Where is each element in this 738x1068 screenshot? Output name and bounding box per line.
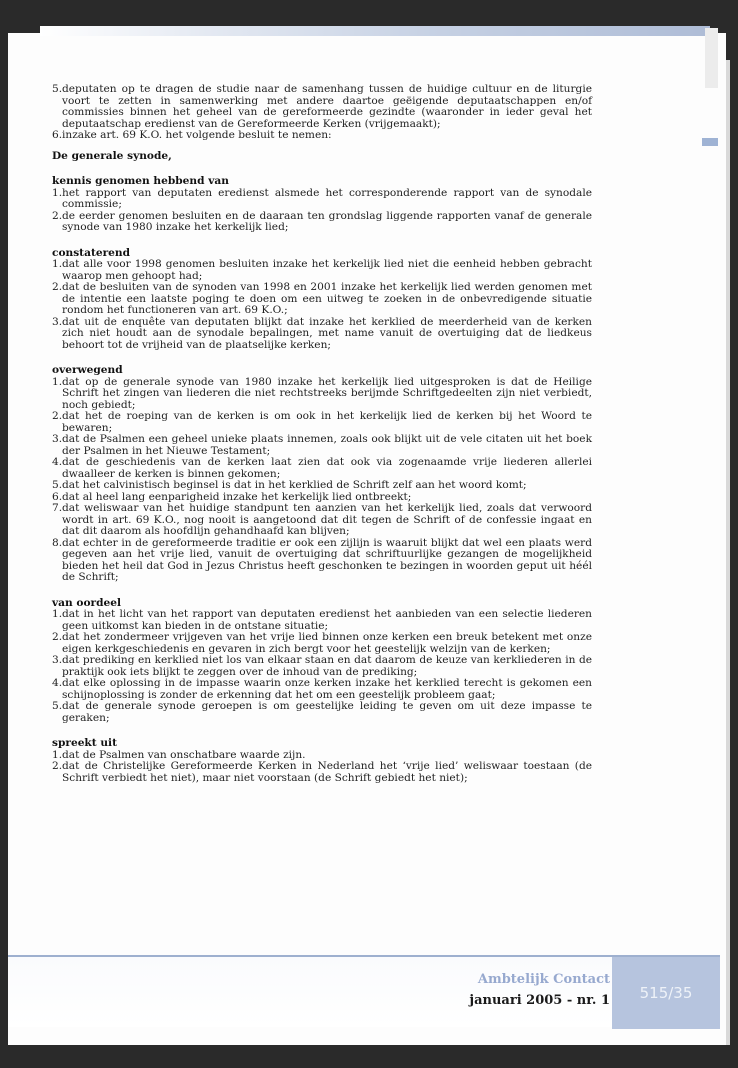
item-number: 4. [52,456,63,468]
item-text: dat de besluiten van de synoden van 1998 en 2001 inzake het kerkelijk lied werden genomen met de intentie een laatste poging te doen om een uitweg te zoeken in de onbevredigende situatie rondom het functioneren van art. 69 K.O.; [62,281,592,316]
kennis-title: kennis genomen hebbend van [52,175,229,187]
page-edge [726,60,730,1045]
item-number: 3. [52,654,63,666]
list-item [52,761,592,784]
list-item [52,411,592,434]
item-number: 2. [52,760,63,772]
list-item [52,259,592,282]
list-item [52,317,592,352]
item-text: dat het de roeping van de kerken is om ook in het kerkelijk lied de kerken bij het Woord te bewaren; [62,410,592,434]
item-number: 4. [52,677,63,689]
item-text: de eerder genomen besluiten en de daaraan ten grondslag liggende rapporten vanaf de generale synode van 1980 inzake het kerkelijk lied; [62,209,592,233]
item-number: 8. [52,536,63,549]
list-item [52,377,592,412]
item-number: 2. [52,281,63,293]
item-number: 5. [52,83,63,95]
side-marker [702,138,718,146]
overwegend-title: overwegend [52,364,123,376]
synod-title: De generale synode, [52,149,172,162]
issue-label: januari 2005 - nr. 1 [469,993,610,1008]
item-text: dat in het licht van het rapport van deputaten eredienst het aanbieden van een selectie liederen geen uitkomst kan bieden in de ontstane situatie; [62,608,592,632]
constaterend-list [52,259,592,351]
item-text: dat uit de enquête van deputaten blijkt dat inzake het kerklied de meerderheid van de kerken zich niet houdt aan de synodale bepalingen, met name vanuit de overtuiging dat de liedkeus behoort tot de vrijheid van de plaatselijke kerken; [62,315,592,351]
item-text: dat alle voor 1998 genomen besluiten inzake het kerkelijk lied niet die eenheid hebben gebracht waarop men gehoopt had; [62,258,592,282]
item-number: 7. [52,502,63,514]
item-number: 5. [52,479,63,491]
list-item [52,609,592,632]
item-text: dat de generale synode geroepen is om geestelijke leiding te geven om uit deze impasse te geraken; [62,700,592,724]
list-item [52,130,592,142]
item-text: dat elke oplossing in de impasse waarin onze kerken inzake het kerklied terecht is gekomen een schijnoplossing is zonder de erkenning dat het om een geestelijk probleem gaat; [62,677,592,701]
publication-info [469,972,610,1008]
constaterend-title: constaterend [52,246,131,259]
item-text: dat de Christelijke Gereformeerde Kerken in Nederland het ‘vrije lied’ weliswaar toestaan (de Schrift verbiedt het niet), maar niet voorstaan (de Schrift gebiedt het niet); [62,760,592,784]
item-text: dat de Psalmen een geheel unieke plaats innemen, zoals ook blijkt uit de vele citaten uit het boek der Psalmen in het Nieuwe Testament; [62,433,592,457]
list-item [52,282,592,317]
van-oordeel-list [52,609,592,724]
intro-list [52,84,592,142]
van-oordeel-title: van oordeel [52,596,122,609]
item-number: 2. [52,209,63,222]
item-number: 1. [52,258,63,270]
item-text: dat echter in de gereformeerde traditie er ook een zijlijn is waaruit blijkt dat wel een plaats werd gegeven aan het vrije lied, vanuit de overtuiging dat schriftuurlijke gezangen de mogelijkheid bieden het heil dat God in Jezus Christus heeft geschonken te bezingen in woorden geput uit héél de Schrift; [62,536,592,583]
item-text: dat de geschiedenis van de kerken laat zien dat ook via zogenaamde vrije liederen allerlei dwaalleer de kerken is binnen gekomen; [62,456,592,480]
spreekt-uit-title: spreekt uit [52,737,117,749]
list-item [52,211,592,234]
list-item [52,701,592,724]
item-number: 2. [52,410,63,422]
item-text: dat al heel lang eenparigheid inzake het kerkelijk lied ontbreekt; [62,490,412,503]
document-body [52,84,592,784]
item-number: 6. [52,129,63,141]
list-item [52,503,592,538]
list-item [52,538,592,584]
item-text: dat het zondermeer vrijgeven van het vrije lied binnen onze kerken een breuk betekent met onze eigen kerkgeschiedenis en gevaren in zich bergt voor het geestelijk welzijn van de kerken; [62,631,592,655]
item-text: het rapport van deputaten eredienst alsmede het corresponderende rapport van de synodale commissie; [62,186,592,210]
item-number: 1. [52,748,63,761]
page-number: 515/35 [639,984,693,1002]
item-number: 2. [52,631,63,643]
kennis-list [52,188,592,234]
list-item [52,632,592,655]
item-text: dat weliswaar van het huidige standpunt ten aanzien van het kerkelijk lied, zoals dat verwoord wordt in art. 69 K.O., nog nooit is aangetoond dat dit tegen de Schrift of de confessie ingaat en dat dit daarom als hoofdlijn gehandhaafd kan blijven; [62,502,592,537]
overwegend-list [52,377,592,584]
item-text: dat op de generale synode van 1980 inzake het kerkelijk lied uitgesproken is dat de Heilige Schrift het zingen van liederen die niet rechtstreeks berijmde Schriftgedeelten zijn niet verbiedt, noch gebiedt; [62,375,592,411]
item-number: 1. [52,375,63,388]
page-number-box [612,957,720,1029]
list-item [52,434,592,457]
item-number: 1. [52,608,63,620]
list-item [52,188,592,211]
spreekt-uit-list [52,750,592,785]
list-item [52,678,592,701]
page-tab-shadow [705,28,718,88]
item-text: dat het calvinistisch beginsel is dat in het kerklied de Schrift zelf aan het woord komt; [62,479,527,491]
item-number: 3. [52,433,63,445]
item-text: inzake art. 69 K.O. het volgende besluit te nemen: [62,129,332,141]
item-number: 5. [52,700,63,712]
item-number: 6. [52,490,63,503]
list-item [52,457,592,480]
list-item [52,655,592,678]
item-number: 3. [52,315,63,328]
item-text: dat prediking en kerklied niet los van elkaar staan en dat daarom de keuze van kerkliederen in de praktijk ook iets blijkt te zeggen over de inhoud van de prediking; [62,654,592,678]
item-number: 1. [52,186,63,199]
header-gradient-bar [40,26,710,36]
publication-name: Ambtelijk Contact [477,972,610,987]
item-text: deputaten op te dragen de studie naar de samenhang tussen de huidige cultuur en de liturgie voort te zetten in samenwerking met andere daartoe geëigende deputaatschappen en/of commissies binnen het geheel van de gereformeerde gezindte (waaronder in ieder geval het deputaatschap eredienst van de Gereformeerde Kerken (vrijgemaakt); [62,83,592,130]
list-item [52,84,592,130]
item-text: dat de Psalmen van onschatbare waarde zijn. [62,748,306,761]
